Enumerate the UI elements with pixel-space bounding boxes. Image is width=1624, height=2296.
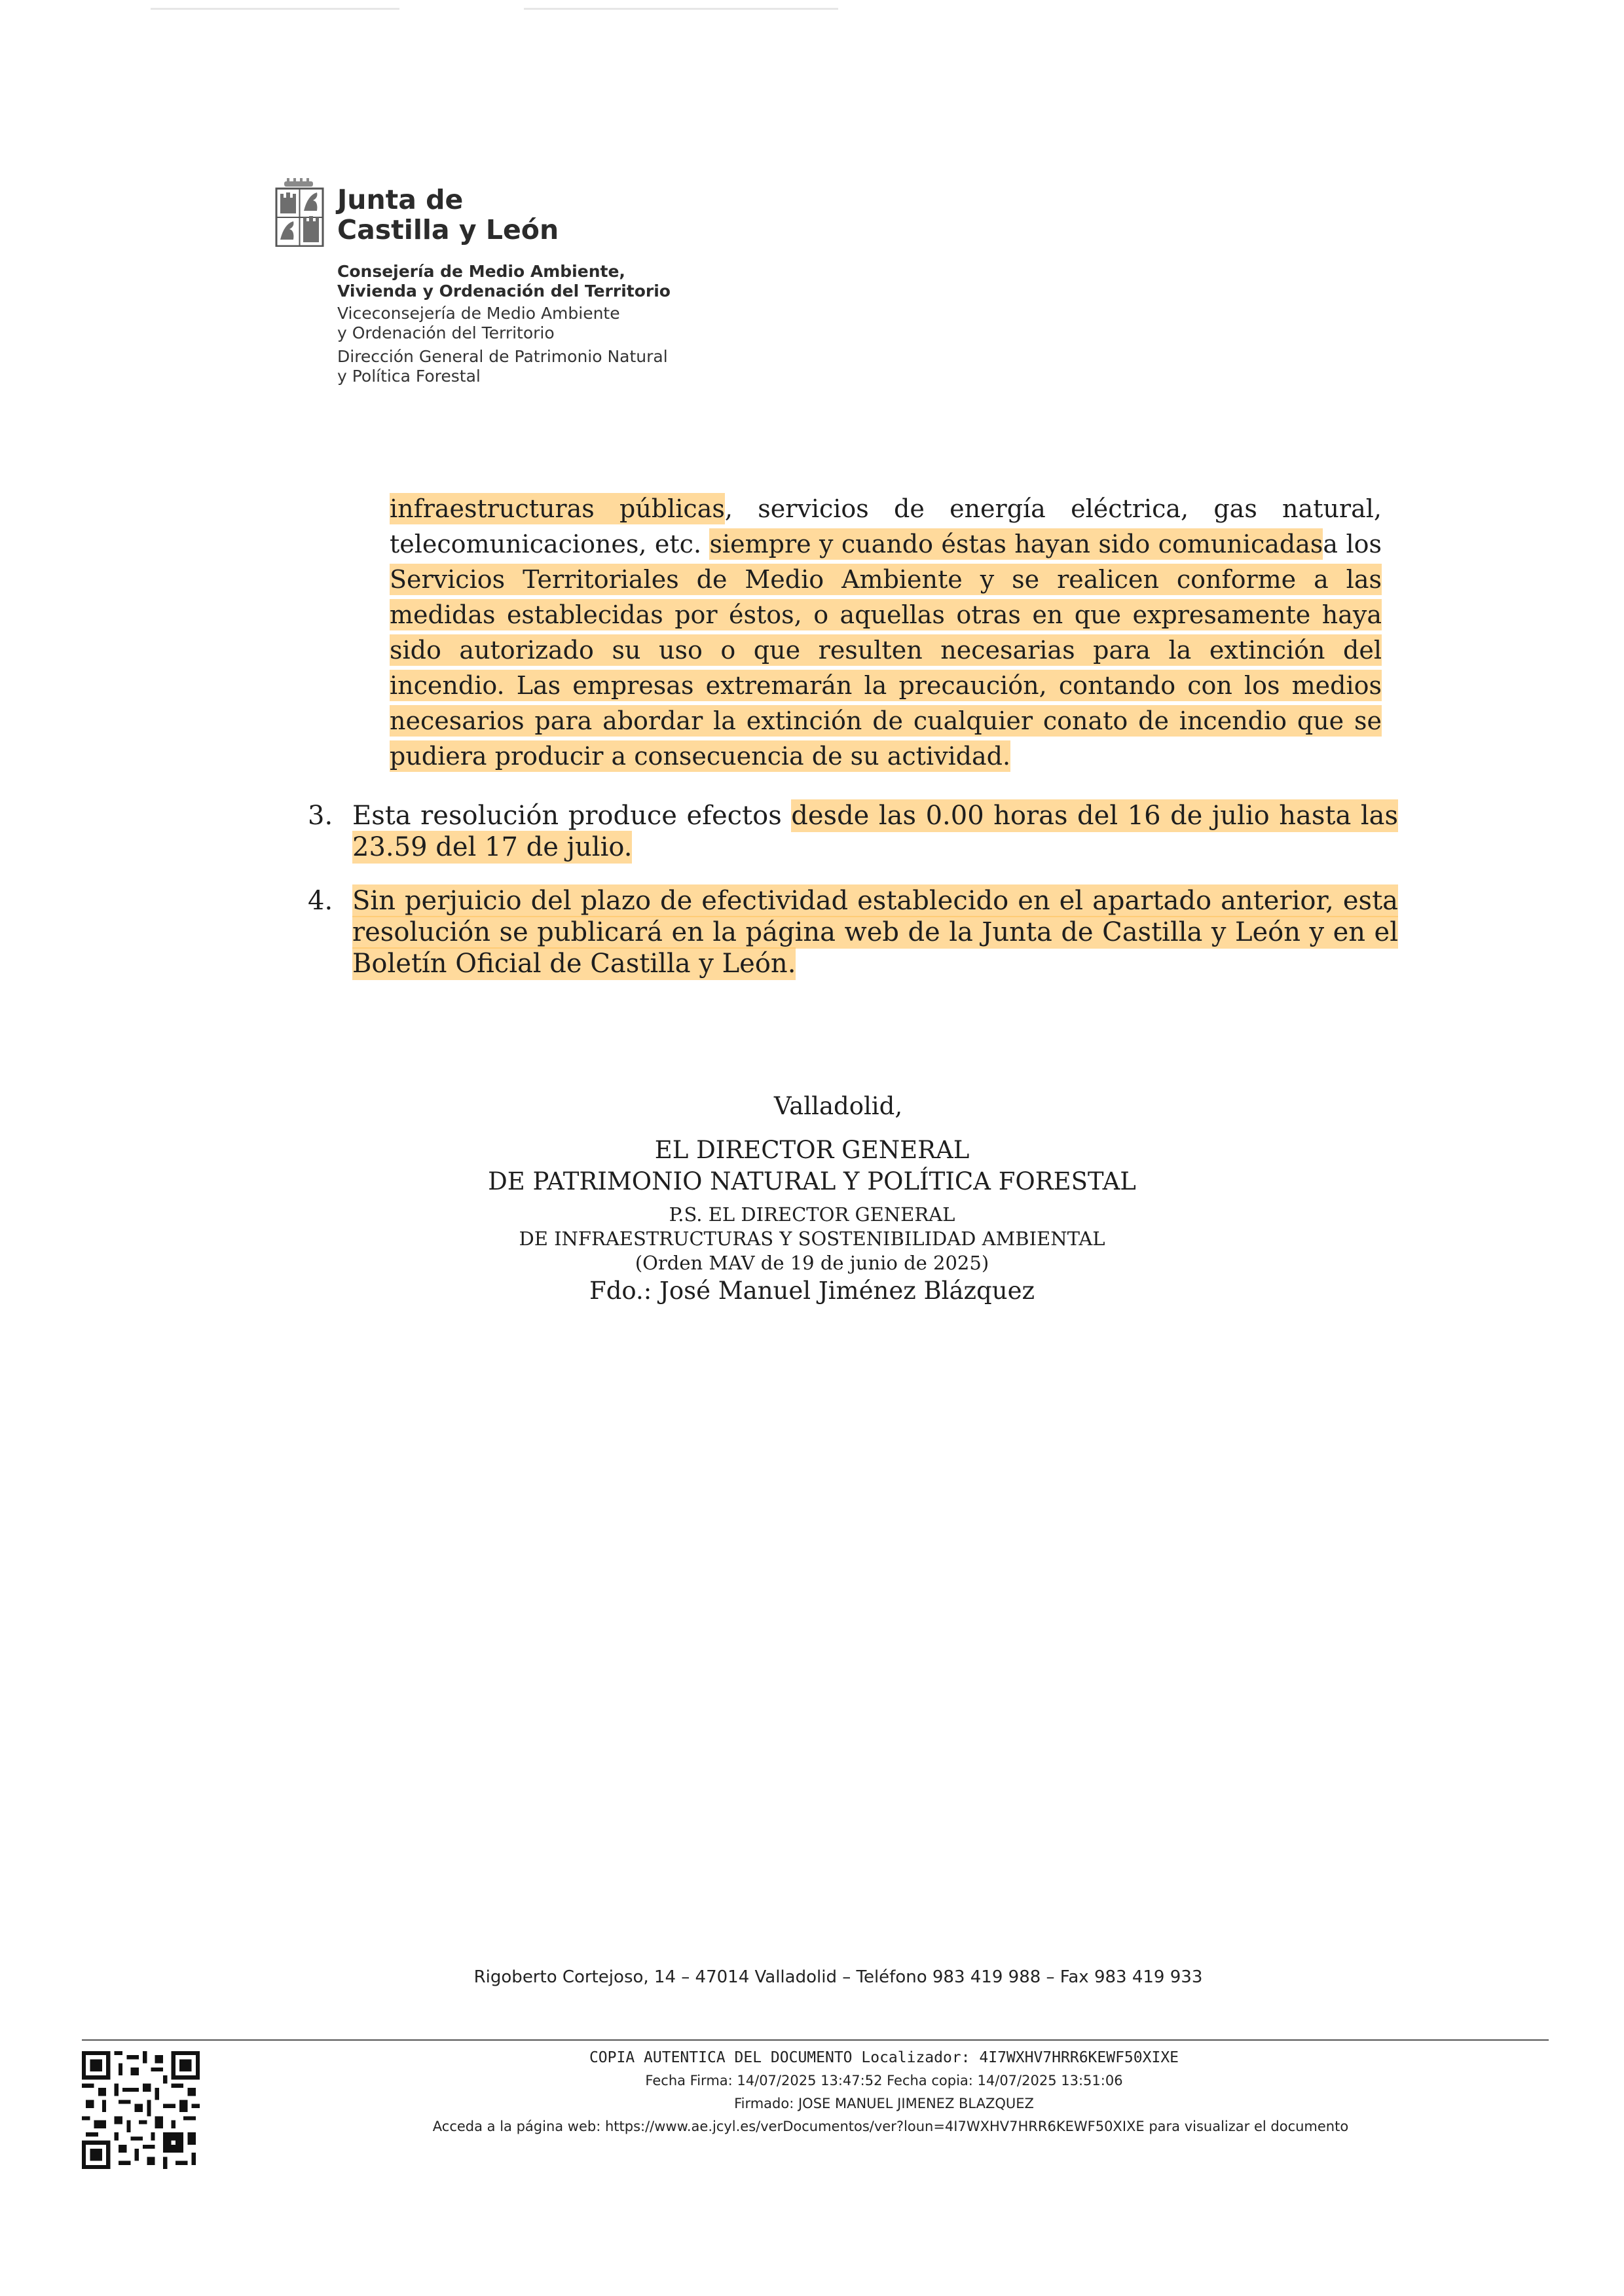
signature-title-line2: DE PATRIMONIO NATURAL Y POLÍTICA FORESTAL	[488, 1167, 1136, 1195]
verification-url: Acceda a la página web: https://www.ae.jcyl.es/verDocumentos/ver?loun=4I7WXHV7HRR6KEWF50XIXE para visualizar el documento	[432, 2119, 1349, 2134]
signed-by-footer: Firmado: JOSE MANUEL JIMENEZ BLAZQUEZ	[734, 2096, 1034, 2111]
signatory-name: Fdo.: José Manuel Jiménez Blázquez	[589, 1277, 1035, 1305]
footer-address: Rigoberto Cortejoso, 14 – 47014 Valladolid – Teléfono 983 419 988 – Fax 983 419 933	[473, 1967, 1203, 1987]
numbered-item-4	[308, 885, 1398, 979]
qr-code-icon	[82, 2051, 200, 2169]
paragraph-text: , servicios de energía eléctrica, gas natural, telecomunicaciones, etc.	[390, 494, 1382, 558]
highlighted-text: Sin perjuicio del plazo de efectividad establecido en el apartado anterior, esta resolución se publicará en la página web de la Junta de Castilla y León y en el Boletín Oficial de Castilla y León.	[352, 886, 1398, 979]
coat-of-arms-icon	[275, 178, 324, 247]
signature-dates: Fecha Firma: 14/07/2025 13:47:52 Fecha copia: 14/07/2025 13:51:06	[645, 2073, 1123, 2088]
continuation-paragraph	[390, 491, 1382, 774]
signature-ps-line1: P.S. EL DIRECTOR GENERAL	[669, 1203, 955, 1226]
highlighted-text: siempre y cuando éstas hayan sido comunicadas	[709, 530, 1323, 558]
org-name-line1: Junta de	[337, 184, 464, 215]
paragraph-text: a los	[1323, 530, 1382, 558]
numbered-item-3	[308, 800, 1398, 863]
scan-artifact-line	[524, 8, 838, 10]
scan-artifact-line	[151, 8, 399, 10]
item-number: 4.	[308, 886, 333, 916]
item-text: Esta resolución produce efectos	[352, 801, 792, 831]
authentic-copy-locator: COPIA AUTENTICA DEL DOCUMENTO Localizador: 4I7WXHV7HRR6KEWF50XIXE	[589, 2049, 1179, 2066]
signature-order: (Orden MAV de 19 de junio de 2025)	[635, 1252, 989, 1274]
highlighted-text: Servicios Territoriales de Medio Ambiente y se realicen conforme a las medidas establecidas por éstos, o aquellas otras en que expresamente haya sido autorizado su uso o que resulten necesarias para la extinción del incendio. Las empresas extremarán la precaución, contando con los medios necesarios para abordar la extinción de cualquier conato de incendio que se pudiera producir a consecuencia de su actividad.	[390, 565, 1382, 771]
department-line2: Vivienda y Ordenación del Territorio	[337, 282, 671, 301]
signature-place: Valladolid,	[773, 1092, 903, 1120]
signature-ps-line2: DE INFRAESTRUCTURAS Y SOSTENIBILIDAD AMBIENTAL	[519, 1228, 1105, 1250]
highlighted-text: infraestructuras públicas	[390, 494, 725, 523]
item-number: 3.	[308, 801, 333, 831]
highlighted-text: desde las 0.00 horas del 16 de julio hasta las 23.59 del 17 de julio.	[352, 801, 1399, 862]
viceconsejeria-line2: y Ordenación del Territorio	[337, 323, 555, 342]
viceconsejeria-line1: Viceconsejería de Medio Ambiente	[337, 304, 620, 323]
footer-divider	[82, 2039, 1549, 2041]
direccion-general-line1: Dirección General de Patrimonio Natural	[337, 347, 668, 366]
org-name-line2: Castilla y León	[337, 214, 559, 246]
signature-title-line1: EL DIRECTOR GENERAL	[654, 1136, 970, 1164]
direccion-general-line2: y Política Forestal	[337, 367, 481, 386]
department-line1: Consejería de Medio Ambiente,	[337, 262, 625, 281]
